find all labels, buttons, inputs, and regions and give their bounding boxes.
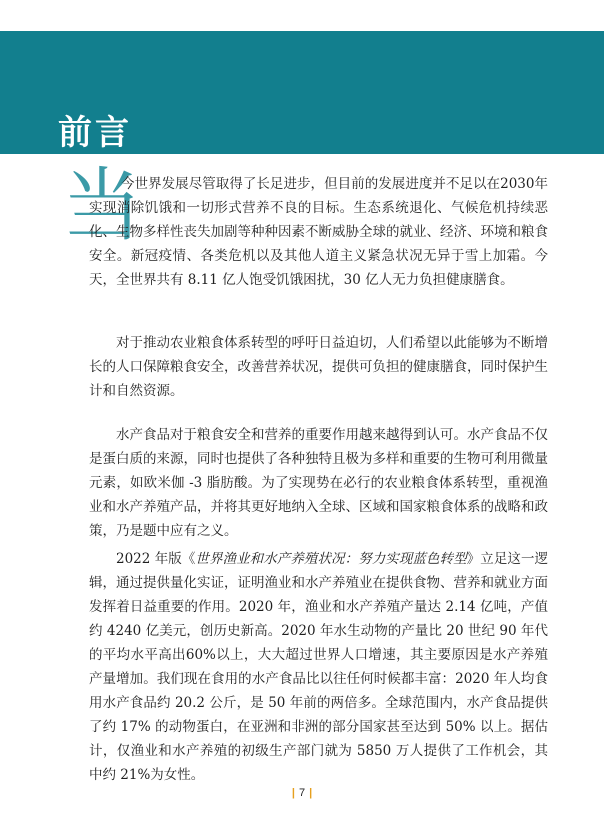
paragraph-1-text: 今世界发展尽管取得了长足进步，但目前的发展进度并不足以在2030年实现消除饥饿和一切形式营养不良的目标。生态系统退化、气候危机持续恶化、生物多样性丧失加剧等种种因素不断威胁全球的就业、经济、环境和粮食安全。新冠疫情、各类危机以及其他人道主义紧急状况无异于雪上加霜。今天，全世界共有 8.11 亿人饱受饥饿困扰，30 亿人无力负担健康膳食。 <box>89 176 548 288</box>
footer-bar-right: | <box>309 787 313 799</box>
paragraph-1 <box>89 172 548 292</box>
paragraph-4-lead: 2022 年版《 <box>116 551 196 567</box>
drop-cap: 当 <box>62 159 142 252</box>
footer-bar-left: | <box>291 787 295 799</box>
page-footer <box>0 787 604 799</box>
paragraph-4 <box>89 547 548 787</box>
page-number: 7 <box>298 787 306 799</box>
page-title: 前言 <box>58 113 132 153</box>
paragraph-3: 水产食品对于粮食安全和营养的重要作用越来越得到认可。水产食品不仅是蛋白质的来源，同时也提供了各种独特且极为多样和重要的生物可利用微量元素，如欧米伽 -3 脂肪酸。为了实现势在必行的农业粮食体系转型，重视渔业和水产养殖产品，并将其更好地纳入全球、区域和国家粮食体系的战略和政策，乃是题中应有之义。 <box>89 427 548 539</box>
report-title-italic: 世界渔业和水产养殖状况：努力实现蓝色转型 <box>195 551 467 567</box>
paragraph-2: 对于推动农业粮食体系转型的呼吁日益迫切，人们希望以此能够为不断增长的人口保障粮食安全，改善营养状况，提供可负担的健康膳食，同时保护生计和自然资源。 <box>89 335 548 399</box>
paragraph-4-rest: 》立足这一逻辑，通过提供量化实证，证明渔业和水产养殖业在提供食物、营养和就业方面发挥着日益重要的作用。2020 年，渔业和水产养殖产量达 2.14 亿吨，产值约 4240 亿美元，创历史新高。2020 年水生动物的产量比 20 世纪 90 年代的平均水平高出60%以上，大大超过世界人口增速，其主要原因是水产养殖产量增加。我们现在食用的水产食品比以往任何时候都丰富：2020 年人均食用水产食品约 20.2 公斤，是 50 年前的两倍多。全球范围内，水产食品提供了约 17% 的动物蛋白，在亚洲和非洲的部分国家甚至达到 50% 以上。据估计，仅渔业和水产养殖的初级生产部门就为 5850 万人提供了工作机会，其中约 21%为女性。 <box>89 551 549 783</box>
